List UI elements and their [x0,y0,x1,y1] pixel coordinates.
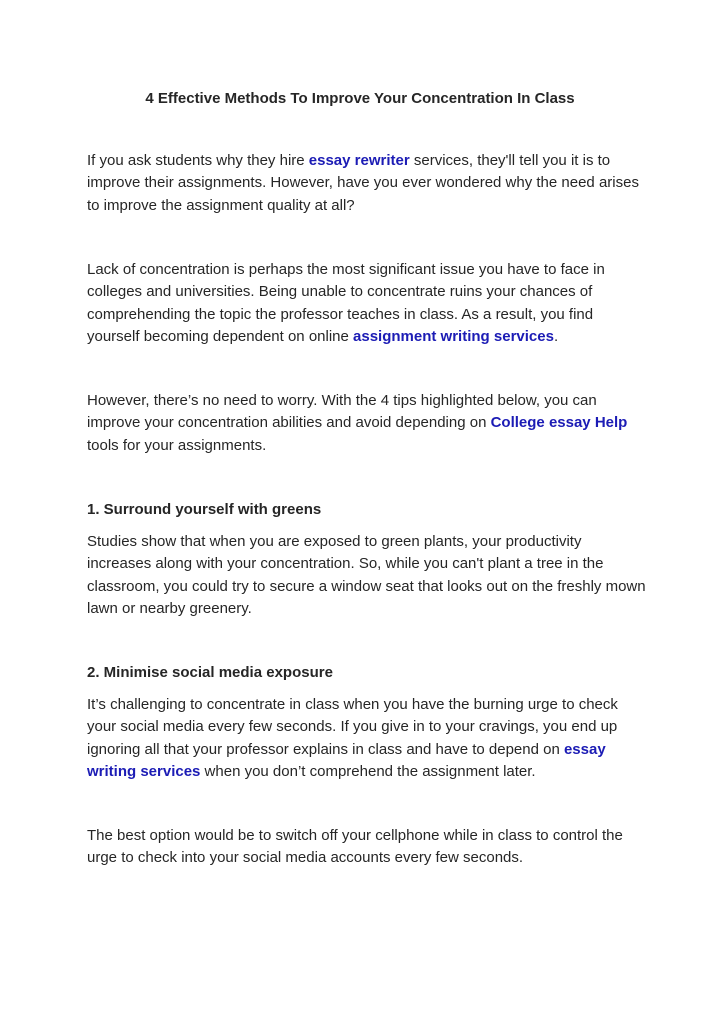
section-2-text-before: It’s challenging to concentrate in class when you have the burning urge to check your social media every few seconds. If you give in to your cravings, you end up ignoring all that your professor explains in class and have to depend on [87,696,618,758]
assignment-writing-services-link[interactable]: assignment writing services [353,328,554,346]
concentration-text-after: . [553,328,559,346]
intro-paragraph [87,150,647,217]
tips-text-after: tools for your assignments. [87,436,267,454]
college-essay-help-link[interactable]: College essay Help [490,414,628,432]
section-1-heading: 1. Surround yourself with greens [87,501,322,518]
concentration-text-before: Lack of concentration is perhaps the most significant issue you have to face in colleges and universities. Being unable to concentrate ruins your chances of comprehending the topic the professor teaches in class. As a result, you find yourself becoming dependent on online [87,261,605,346]
section-2-paragraph [87,694,647,784]
section-2-text-after: when you don’t comprehend the assignment later. [200,763,536,781]
intro-text-before: If you ask students why they hire [87,152,309,169]
essay-rewriter-link[interactable]: essay rewriter [308,152,410,169]
tips-text-before: However, there’s no need to worry. With the 4 tips highlighted below, you can improve your concentration abilities and avoid depending on [87,392,597,432]
document-title: 4 Effective Methods To Improve Your Concentration In Class [145,90,575,107]
tips-paragraph [87,390,647,457]
essay-writing-services-link[interactable]: essay writing services [87,740,606,781]
section-1-paragraph: Studies show that when you are exposed to green plants, your productivity increases along with your concentration. So, while you can't plant a tree in the classroom, you could try to secure a window seat that looks out on the freshly mown lawn or nearby greenery. [87,533,646,618]
closing-paragraph: The best option would be to switch off your cellphone while in class to control the urge to check into your social media accounts every few seconds. [87,827,623,867]
intro-text-after: services, they'll tell you it is to improve their assignments. However, have you ever wondered why the need arises to improve the assignment quality at all? [87,152,639,214]
section-2-heading: 2. Minimise social media exposure [87,664,333,681]
concentration-paragraph [87,259,647,349]
